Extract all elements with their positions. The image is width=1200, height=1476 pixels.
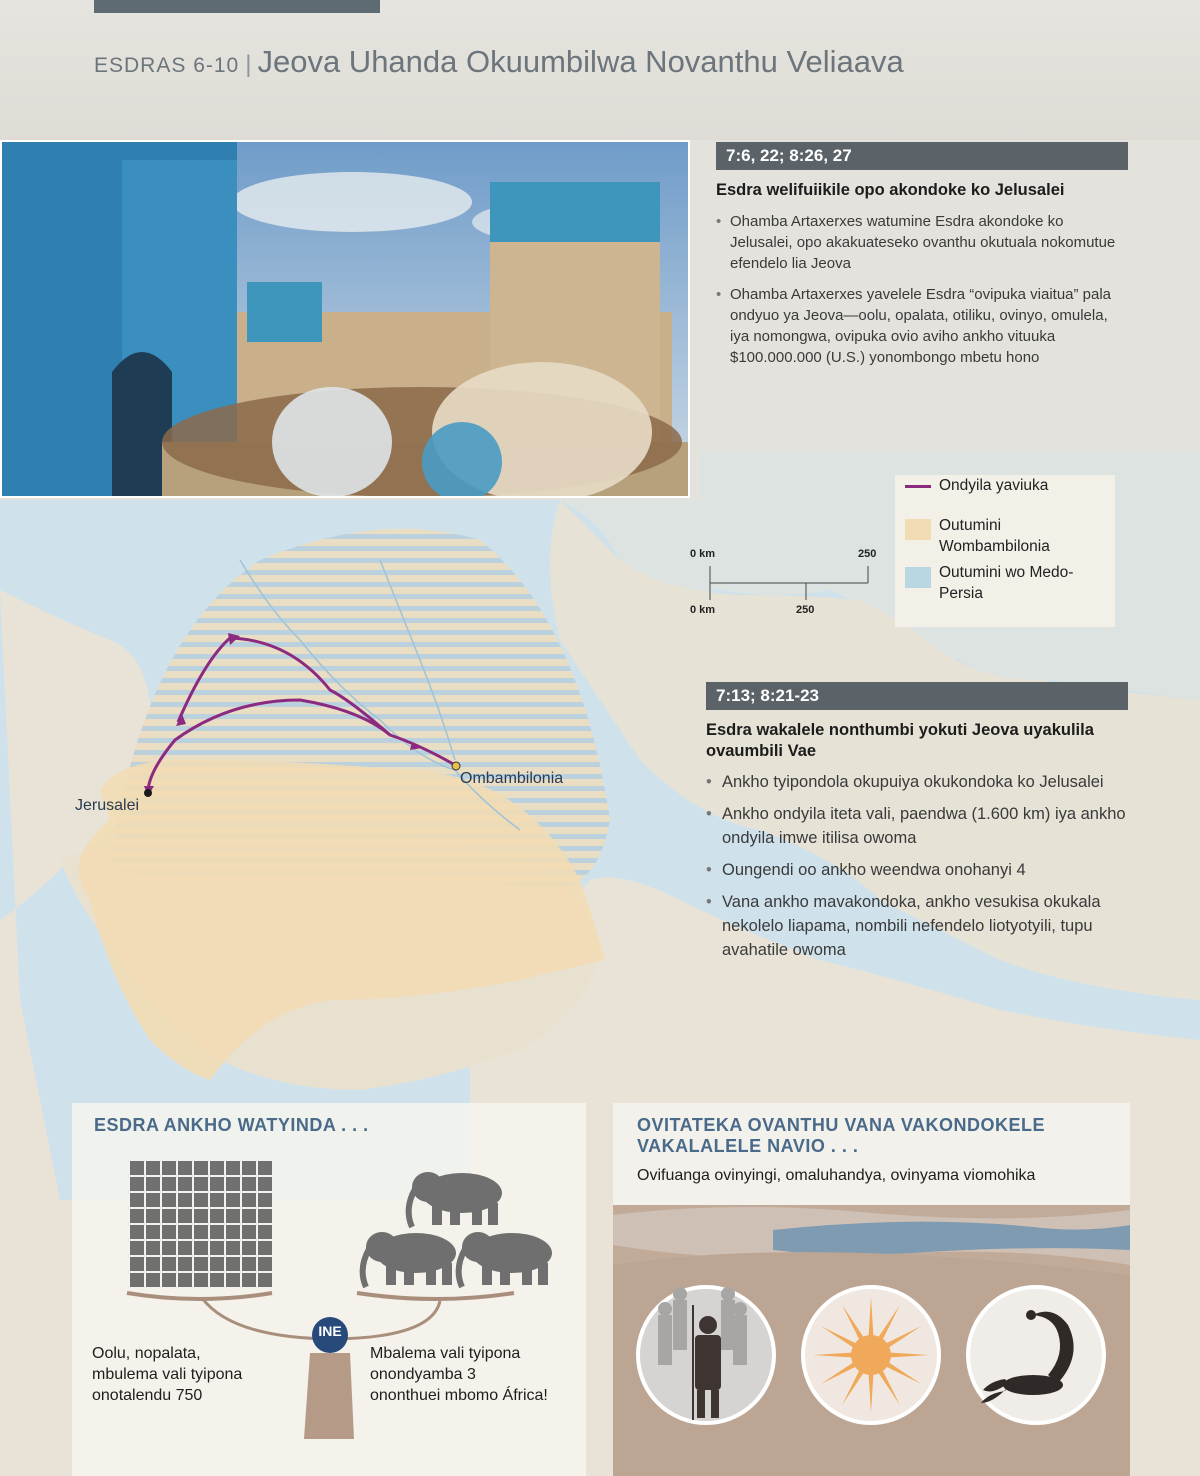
- box-subtitle: Ovifuanga ovinyingi, omaluhandya, ovinyama viomohika: [637, 1167, 1036, 1184]
- treasure-weight-box: [72, 1103, 586, 1476]
- right-caption-line: onondyamba 3: [370, 1366, 476, 1383]
- list-item: • Oungendi oo ankho weendwa onohanyi 4: [706, 858, 1150, 882]
- babylon-legend-swatch: [905, 519, 931, 540]
- list-item: • Vana ankho mavakondoka, ankho vesukisa okukala nekolelo liapama, nombili nefendelo liotyotyili, tupu avahatile owoma: [706, 890, 1150, 962]
- right-caption-line: Mbalema vali tyipona: [370, 1345, 521, 1362]
- map-legend: [895, 475, 1115, 627]
- title-text: Jeova Uhanda Okuumbilwa Novanthu Veliaava: [257, 44, 904, 79]
- scale-bottom-value: 250: [796, 604, 815, 616]
- desert-scene: [613, 1205, 1130, 1476]
- left-caption-line: mbulema vali tyipona: [92, 1366, 243, 1383]
- header-accent-bar: [94, 0, 380, 13]
- left-caption-line: Oolu, nopalata,: [92, 1345, 201, 1362]
- scorpion-icon: [968, 1287, 1104, 1423]
- page-title: [94, 44, 904, 80]
- legend-babylon-label: Outumini Wombambilonia: [939, 517, 1050, 555]
- box-title-line: VAKALALELE NAVIO . . .: [637, 1136, 859, 1156]
- jerusalem-marker: [144, 789, 152, 797]
- legend-medo-persia-label: Outumini wo Medo-Persia: [939, 564, 1074, 602]
- bullet-list: [716, 211, 1128, 368]
- bandits-icon: [638, 1287, 774, 1423]
- bullet-list: [706, 770, 1150, 962]
- babylon-marker: [452, 762, 460, 770]
- scripture-reference-bar: 7:6, 22; 8:26, 27: [716, 142, 1128, 170]
- title-separator: |: [245, 51, 252, 78]
- info-block-journey: [716, 142, 1128, 368]
- book-reference: ESDRAS 6-10: [94, 54, 240, 77]
- legend-route-label: Ondyila yaviuka: [939, 477, 1049, 494]
- medo-persia-legend-swatch: [905, 567, 931, 588]
- list-item: • Ohamba Artaxerxes watumine Esdra akondoke ko Jelusalei, opo akakuateseko ovanthu okutuala nokomutue efendelo lia Jeova: [716, 211, 1128, 274]
- route-legend-swatch: [905, 485, 931, 488]
- list-item: • Ankho tyipondola okupuiya okukondoka ko Jelusalei: [706, 770, 1150, 794]
- scale-bottom-zero: 0 km: [690, 604, 716, 616]
- sun-heat-icon: [803, 1287, 939, 1423]
- list-item: • Ankho ondyila iteta vali, paendwa (1.600 km) iya ankho ondyila imwe itilisa owoma: [706, 802, 1150, 850]
- equals-badge-label: INE: [318, 1323, 342, 1339]
- elephants-icon: [363, 1172, 552, 1287]
- left-caption: [92, 1343, 302, 1406]
- scale-top-zero: 0 km: [690, 548, 716, 560]
- ishtar-gate-illustration: [0, 140, 690, 498]
- right-caption-line: ononthuei mbomo África!: [370, 1387, 548, 1404]
- right-caption: [370, 1343, 580, 1406]
- babylon-label: Ombambilonia: [460, 770, 564, 787]
- scripture-reference-bar: 7:13; 8:21-23: [706, 682, 1128, 710]
- jerusalem-label: Jerusalei: [75, 797, 140, 814]
- gold-silver-blocks: [130, 1161, 272, 1287]
- block-heading: Esdra welifuiikile opo akondoke ko Jelusalei: [716, 181, 1065, 199]
- box-title: [637, 1115, 1045, 1157]
- info-block-trust: [706, 682, 1150, 962]
- scale-top-value: 250: [858, 548, 877, 560]
- left-caption-line: onotalendu 750: [92, 1387, 203, 1404]
- list-item: • Ohamba Artaxerxes yavelele Esdra “ovipuka viaitua” pala ondyuo ya Jeova—oolu, opalata, otiliku, ovinyo, omulela, iya nomongwa, ovipuka ovio aviho ankho vituuka $100.000.000 (U.S.) yonombongo mbetu hono: [716, 284, 1128, 368]
- balance-scale-graphic: [72, 1143, 586, 1476]
- box-title-line: OVITATEKA OVANTHU VANA VAKONDOKELE: [637, 1115, 1045, 1135]
- dangers-box: [613, 1103, 1130, 1476]
- box-title: ESDRA ANKHO WATYINDA . . .: [94, 1115, 369, 1135]
- block-heading: Esdra wakalele nonthumbi yokuti Jeova uyakulila ovaumbili Vae: [706, 721, 1094, 760]
